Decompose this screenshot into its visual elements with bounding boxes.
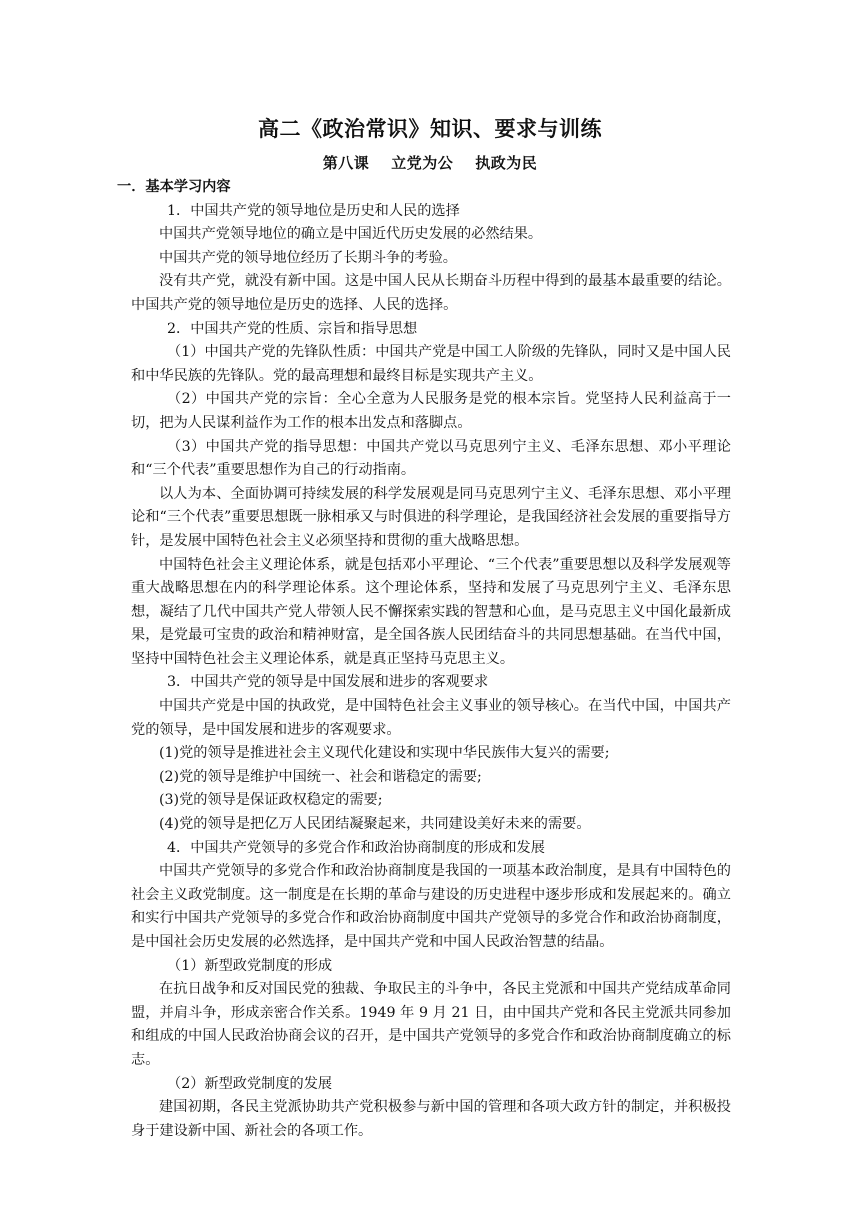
list-item: (4)党的领导是把亿万人民团结凝聚起来，共同建设美好未来的需要。 xyxy=(159,816,591,833)
lesson-heading xyxy=(0,152,860,173)
lesson-title-a: 立党为公 xyxy=(391,154,454,172)
subsection-heading: 3．中国共产党的领导是中国发展和进步的客观要求 xyxy=(167,674,489,691)
document-body xyxy=(117,176,731,1143)
paragraph: 在抗日战争和反对国民党的独裁、争取民主的斗争中，各民主党派和中国共产党结成革命同盟，并肩斗争，形成亲密合作关系。1949 年 9 月 21 日，由中国共产党和各民主党派共同参加和组成的中国人民政治协商会议的召开，是中国共产党领导的多党合作和政治协商制度确立的标志。 xyxy=(131,981,731,1068)
paragraph: （1）中国共产党的先锋队性质：中国共产党是中国工人阶级的先锋队，同时又是中国人民和中华民族的先锋队。党的最高理想和最终目标是实现共产主义。 xyxy=(131,344,731,384)
paragraph: 中国共产党领导的多党合作和政治协商制度是我国的一项基本政治制度，是具有中国特色的社会主义政党制度。这一制度是在长期的革命与建设的历史进程中逐步形成和发展起来的。确立和实行中国共产党领导的多党合作和政治协商制度中国共产党领导的多党合作和政治协商制度，是中国社会历史发展的必然选择，是中国共产党和中国人民政治智慧的结晶。 xyxy=(131,863,731,950)
paragraph: （3）中国共产党的指导思想：中国共产党以马克思列宁主义、毛泽东思想、邓小平理论和“三个代表”重要思想作为自己的行动指南。 xyxy=(131,438,731,479)
subsection-heading: （1）新型政党制度的形成 xyxy=(167,957,333,974)
document-title: 高二《政治常识》知识、要求与训练 xyxy=(258,116,602,141)
lesson-number: 第八课 xyxy=(322,154,370,172)
paragraph: 建国初期，各民主党派协助共产党积极参与新中国的管理和各项大政方针的制定，并积极投身于建设新中国、新社会的各项工作。 xyxy=(131,1099,731,1139)
paragraph: 中国特色社会主义理论体系，就是包括邓小平理论、“三个代表”重要思想以及科学发展观等重大战略思想在内的科学理论体系。这个理论体系，坚持和发展了马克思列宁主义、毛泽东思想，凝结了几代中国共产党人带领人民不懈探索实践的智慧和心血，是马克思主义中国化最新成果，是党最可宝贵的政治和精神财富，是全国各族人民团结奋斗的共同思想基础。在当代中国，坚持中国特色社会主义理论体系，就是真正坚持马克思主义。 xyxy=(131,556,731,667)
paragraph: 中国共产党是中国的执政党，是中国特色社会主义事业的领导核心。在当代中国，中国共产党的领导，是中国发展和进步的客观要求。 xyxy=(131,698,731,738)
subsection-heading: 2．中国共产党的性质、宗旨和指导思想 xyxy=(167,320,418,337)
paragraph: （2）中国共产党的宗旨：全心全意为人民服务是党的根本宗旨。党坚持人民利益高于一切，把为人民谋利益作为工作的根本出发点和落脚点。 xyxy=(131,391,731,431)
list-item: (3)党的领导是保证政权稳定的需要; xyxy=(159,792,383,809)
paragraph: 没有共产党，就没有新中国。这是中国人民从长期奋斗历程中得到的最基本最重要的结论。中国共产党的领导地位是历史的选择、人民的选择。 xyxy=(131,273,731,313)
list-item: (2)党的领导是维护中国统一、社会和谐稳定的需要; xyxy=(159,768,482,785)
list-item: (1)党的领导是推进社会主义现代化建设和实现中华民族伟大复兴的需要; xyxy=(159,745,610,762)
paragraph: 中国共产党的领导地位经历了长期斗争的考验。 xyxy=(159,249,457,266)
paragraph: 以人为本、全面协调可持续发展的科学发展观是同马克思列宁主义、毛泽东思想、邓小平理论和“三个代表”重要思想既一脉相承又与时俱进的科学理论，是我国经济社会发展的重要指导方针，是发展中国特色社会主义必须坚持和贯彻的重大战略思想。 xyxy=(131,485,731,549)
section-heading: 一．基本学习内容 xyxy=(117,179,231,195)
subsection-heading: （2）新型政党制度的发展 xyxy=(167,1075,333,1092)
lesson-title-b: 执政为民 xyxy=(475,154,538,172)
subsection-heading: 4．中国共产党领导的多党合作和政治协商制度的形成和发展 xyxy=(167,839,545,856)
paragraph: 中国共产党领导地位的确立是中国近代历史发展的必然结果。 xyxy=(159,226,543,243)
subsection-heading: 1．中国共产党的领导地位是历史和人民的选择 xyxy=(167,202,460,219)
